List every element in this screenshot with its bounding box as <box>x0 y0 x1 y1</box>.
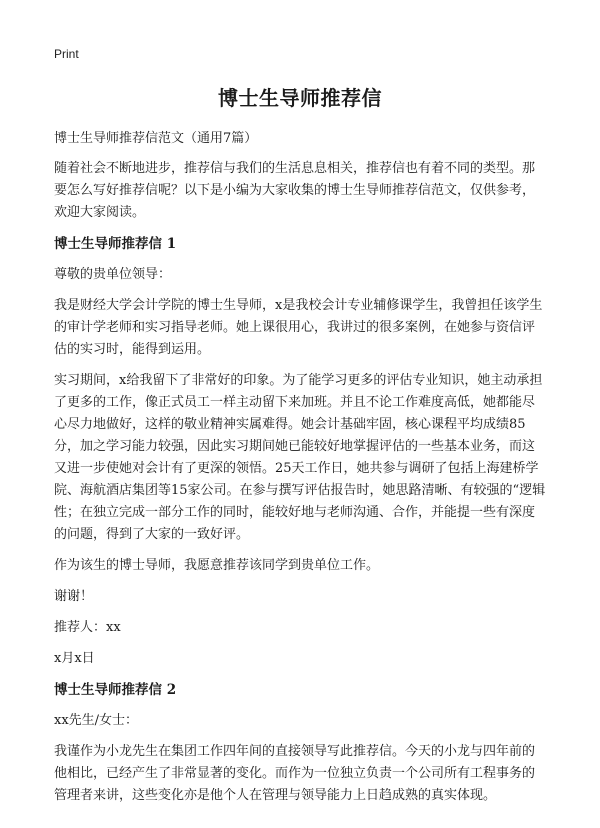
letter-2-heading: 博士生导师推荐信 2 <box>54 682 177 698</box>
letter-1-paragraph: 作为该生的博士导师，我愿意推荐该同学到贵单位工作。 <box>54 558 380 573</box>
letter-1-heading: 博士生导师推荐信 1 <box>54 236 177 252</box>
print-link[interactable]: Print <box>54 47 79 61</box>
letter-2-paragraph: 我谨作为小龙先生在集团工作四年间的直接领导写此推荐信。今天的小龙与四年前的他相比，已经产生了非常显著的变化。而作为一位独立负责一个公司所有工程事务的管理者来讲，这些变化亦是他个人在管理与领导能力上日趋成熟的真实体现。 <box>54 744 536 803</box>
letter-1-date: x月x日 <box>54 651 95 666</box>
document-title: 博士生导师推荐信 <box>218 86 382 110</box>
intro-paragraph: 随着社会不断地进步，推荐信与我们的生活息息相关，推荐信也有着不同的类型。那要怎么写好推荐信呢？以下是小编为大家收集的博士生导师推荐信范文，仅供参考，欢迎大家阅读。 <box>54 161 536 220</box>
letter-2-salutation: xx先生/女士： <box>54 713 139 728</box>
letter-1-closing: 谢谢！ <box>54 589 94 604</box>
letter-1-paragraph: 我是财经大学会计学院的博士生导师，x是我校会计专业辅修课学生，我曾担任该学生的审计学老师和实习指导老师。她上课很用心，我讲过的很多案例，在她参与资信评估的实习时，能得到运用。 <box>54 298 543 357</box>
letter-1-paragraph: 实习期间，x给我留下了非常好的印象。为了能学习更多的评估专业知识，她主动承担了更多的工作，像正式员工一样主动留下来加班。并且不论工作难度高低，她都能尽心尽力地做好，这样的敬业精神实属难得。她会计基础牢固，核心课程平均成绩85分，加之学习能力较强，因此实习期间她已能较好地掌握评估的一些基本业务，而这又进一步使她对会计有了更深的领悟。25天工作日，她共参与调研了包括上海建桥学院、海航酒店集团等15家公司。在参与撰写评估报告时，她思路清晰、有较强的“逻辑性；在独立完成一部分工作的同时，能较好地与老师沟通、合作，并能提一些有深度的问题，得到了大家的一致好评。 <box>54 373 546 542</box>
letter-1-recommender: 推荐人：xx <box>54 620 121 635</box>
letter-1-salutation: 尊敬的贵单位领导： <box>54 267 172 282</box>
document-subtitle: 博士生导师推荐信范文（通用7篇） <box>54 131 258 146</box>
